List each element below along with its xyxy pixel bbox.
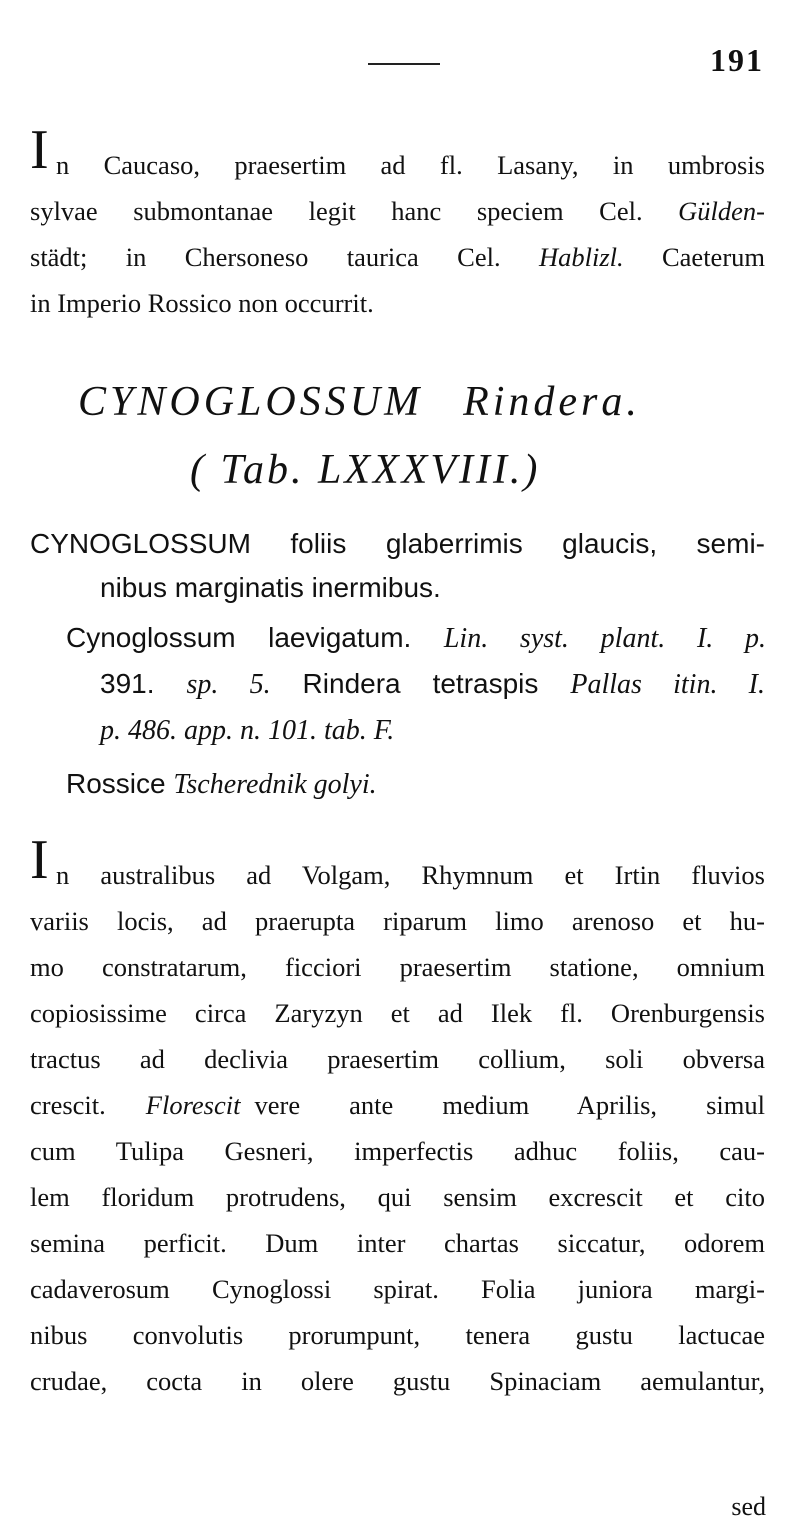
synonym-line — [100, 714, 394, 747]
catchword: sed — [731, 1492, 766, 1521]
page-number: 191 — [710, 42, 764, 78]
vernacular-name: Tscherednik golyi. — [173, 769, 377, 800]
text-line — [30, 196, 765, 227]
text-line: n australibus ad Volgam, Rhymnum et Irtin fluvios — [56, 860, 765, 890]
text-line: n Caucaso, praesertim ad fl. Lasany, in umbrosis — [56, 150, 765, 180]
text-line: semina perficit. Dum inter chartas siccatur, odorem — [30, 1228, 765, 1258]
header-rule — [368, 63, 440, 65]
text-line: in Imperio Rossico non occurrit. — [30, 288, 374, 318]
synonym-line — [100, 668, 765, 701]
citation: p. 486. app. n. 101. tab. F. — [100, 715, 395, 746]
plate-reference: ( Tab. LXXXVIII.) — [190, 447, 541, 493]
text-line: lem floridum protrudens, qui sensim excrescit et cito — [30, 1182, 765, 1212]
text-line: cum Tulipa Gesneri, imperfectis adhuc foliis, cau- — [30, 1136, 765, 1166]
text-fragment: sylvae submontanae legit hanc speciem Cel. — [30, 196, 679, 226]
drop-initial: I — [30, 829, 49, 891]
italic-name: Gülden- — [678, 196, 765, 226]
synonym-text: 391. — [100, 668, 187, 699]
text-line: nibus convolutis prorumpunt, tenera gustu lactucae — [30, 1320, 765, 1350]
text-fragment: crescit. — [30, 1090, 106, 1120]
italic-name: Hablizl. — [538, 242, 624, 272]
species-heading — [78, 378, 718, 426]
text-fragment: vere ante medium Aprilis, simul — [254, 1090, 765, 1120]
text-fragment: städt; in Chersoneso taurica Cel. — [30, 242, 539, 272]
synonym-line — [66, 622, 766, 655]
text-line: cadaverosum Cynoglossi spirat. Folia juniora margi- — [30, 1274, 765, 1304]
text-line — [30, 1090, 765, 1121]
diagnosis-line: CYNOGLOSSUM foliis glaberrimis glaucis, semi- — [30, 528, 765, 559]
species-name: Rindera. — [463, 379, 641, 425]
text-line — [30, 242, 765, 273]
vernacular-line — [66, 768, 377, 801]
synonym-text: Rossice — [66, 768, 174, 799]
text-line: crudae, cocta in olere gustu Spinaciam aemulantur, — [30, 1366, 765, 1396]
text-line: tractus ad declivia praesertim collium, soli obversa — [30, 1044, 765, 1074]
genus-name: CYNOGLOSSUM — [78, 379, 424, 425]
text-line: copiosissime circa Zaryzyn et ad Ilek fl. Orenburgensis — [30, 998, 765, 1028]
italic-term: Florescit — [145, 1090, 241, 1120]
text-line: variis locis, ad praerupta riparum limo arenoso et hu- — [30, 906, 765, 936]
citation: Lin. syst. plant. I. p. — [443, 623, 767, 654]
diagnosis-line: nibus marginatis inermibus. — [100, 572, 441, 603]
synonym-text: Cynoglossum laevigatum. — [66, 622, 444, 653]
text-fragment: Caeterum — [623, 242, 766, 272]
text-line: mo constratarum, ficciori praesertim statione, omnium — [30, 952, 765, 982]
synonym-text: Rindera tetraspis — [270, 668, 571, 699]
citation: Pallas itin. I. — [570, 669, 765, 700]
drop-initial: I — [30, 119, 49, 181]
citation: sp. 5. — [186, 669, 271, 700]
